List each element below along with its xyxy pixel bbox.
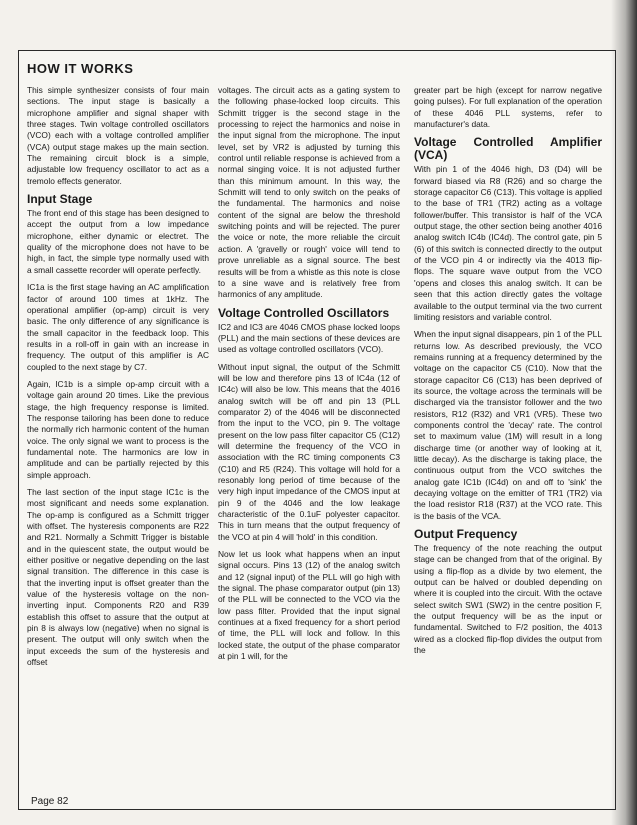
text-column-2 xyxy=(218,85,400,669)
article-page xyxy=(18,50,616,810)
paragraph: IC1a is the first stage having an AC amplification factor of around 100 times at 1kHz. The operational amplifier (op-amp) circuit is very basic. The only difference of any significance is the small capacitor in the feedback loop. This results in a roll-off in gain with an increase in frequency. The output of this amplifier is AC coupled to the next stage by C7. xyxy=(27,282,209,372)
paragraph: This simple synthesizer consists of four main sections. The input stage is basically a microphone amplifier and signal shaper with three stages. Twin voltage controlled oscillators (VCO) each with a voltage controlled amplifier (VCA) output stage makes up the main section. The remaining circuit block is a simple, adjustable low frequency oscillator to act as a tremolo effects generator. xyxy=(27,85,209,186)
page-number: Page 82 xyxy=(31,796,69,807)
paragraph: With pin 1 of the 4046 high, D3 (D4) will be forward biased via R8 (R26) and so charge the storage capacitor C6 (C13). This voltage is applied to the base of TR1 (TR2) acting as a voltage follower/buffer. This transistor is half of the VCA output stage, the other section being another 4016 analog switch IC4b (IC4d). The control gate, pin 5 (6) of this switch is connected directly to the output of the VCO pin 4 or indirectly via the 4013 flip-flops. The square wave output from the VCO 'opens and closes this analog switch. It can be seen that this action directly gates the voltage available to the output terminal via the two current limiting resistors and variable control. xyxy=(414,164,602,322)
subheading-vco: Voltage Controlled Oscillators xyxy=(218,305,390,320)
paragraph: The front end of this stage has been designed to accept the output from a low impedance microphone, either dynamic or electret. The quality of the microphone does not have to be high, in fact, the simple type normally used with a small cassette recorder will operate perfectly. xyxy=(27,208,209,275)
subheading-output-frequency: Output Frequency xyxy=(414,527,518,542)
subheading-input-stage: Input Stage xyxy=(27,192,93,207)
paragraph: The last section of the input stage IC1c is the most significant and needs some explanation. The op-amp is configured as a Schmitt trigger with offset. The hysteresis components are R22 and R21. Normally a Schmitt Trigger is bistable and in the quiescent state, the output would be either positive or negative depending on the last signal transition. The difference in this case is that the inverting input is offset greater than the value of the hysteresis voltage on the non-inverting input. Components R20 and R39 establish this offset to assure that the output at pin 8 is always low (negative) when no signal is present. The output will only switch when the input exceeds the sum of the hysteresis and offset xyxy=(27,487,209,668)
paragraph: greater part be high (except for narrow negative going pulses). For full explanation of the operation of these 4046 PLL systems, refer to manufacturer's data. xyxy=(414,85,602,130)
paragraph: voltages. The circuit acts as a gating system to the following phase-locked loop circuits. This Schmitt trigger is the second stage in the processing to reject the harmonics and noise in the input signal from the microphone. The input level, set by VR2 is adjusted by turning this control until reliable response is achieved from a normal singing voice. It is not adjusted further than this minimum amount. In this way, the Schmitt will tend to only switch on the peaks of the fundamental. The harmonics and noise content of the signal are below the threshold switching points and will be rejected. The purer the voice or note, the more reliable the circuit action. A 'gravelly or rough' voice will tend to prove unreliable as a signal source. The best results will be from a whistle as this note is close to a sine wave and is relatively free from harmonics of any amplitude. xyxy=(218,85,400,300)
paragraph: When the input signal disappears, pin 1 of the PLL returns low. As described previously, the VCO remains running at a frequency determined by the voltage on the capacitor C5 (C10). Now that the storage capacitor C6 (C13) has been deprived of its source, the voltage across the terminals will be discharged via the transistor follower and the two resistors, R12 (R32) and VR1 (VR5). These two components control the 'decay' rate. The control set to maximum value (1M) will result in a long discharge time (or another way of looking at it, little decay). As the discharge is taking place, the continuous output from the VCO switches the analog gate IC1b (IC4d) on and off to 'sink' the decaying voltage on the emitter of TR1 (TR2) via the load resistor R18 (R37) at the VCO rate. This is the basis of the VCA. xyxy=(414,329,602,521)
page-edge-shadow xyxy=(611,0,637,825)
text-column-3 xyxy=(414,85,602,662)
subheading-vca: Voltage Controlled Amplifier (VCA) xyxy=(414,135,602,163)
paragraph: Without input signal, the output of the Schmitt will be low and therefore pins 13 of IC4a (12 of IC4c) will also be low. This means that the 4016 analog switch will be off and pin 13 (PLL comparator 2) of the 4046 will be disconnected from the input to the VCO, pin 9. The voltage present on the low pass filter capacitor C5 (C12) will determine the frequency of the VCO in association with the RC timing components C3 (C10) and R5 (R24). This voltage will hold for a resonably long period of time because of the very high input impedance of the CMOS input at pin 9 of the 4046 and the low leakage characteristic of the 0.1uF polyester capacitor. This in turn means that the output frequency of the VCO at pin 4 will 'hold' in this condition. xyxy=(218,361,400,542)
paragraph: Now let us look what happens when an input signal occurs. Pins 13 (12) of the analog switch and 12 (signal input) of the PLL will go high with the signal. The phase comparator output (pin 13) of the PLL will be connected to the VCO via the low pass filter. Provided that the input signal continues at a fixed frequency for a short period of time, the PLL will lock and follow. In this locked state, the output of the phase comparator at pin 1 will, for the xyxy=(218,549,400,662)
paragraph: The frequency of the note reaching the output stage can be changed from that of the original. By using a flip-flop as a divide by two element, the output can be halved or doubled depending on where it is coupled into the circuit. With the octave select switch SW1 (SW2) in the centre position F, the output frequency will be as the input or fundamental. Switched to F/2 position, the 4013 wired as a clocked flip-flop divides the output from the xyxy=(414,543,602,656)
section-heading: HOW IT WORKS xyxy=(27,61,134,76)
paragraph: Again, IC1b is a simple op-amp circuit with a voltage gain around 20 times. Like the previous stage, the high frequency response is limited. The response tailoring has been done to reduce the normally rich harmonic content of the human voice. The only signal we want to process is the fundamental note. The harmonics are low in amplitude and can be partially rejected by this simple approach. xyxy=(27,378,209,480)
text-column-1 xyxy=(27,85,209,675)
paragraph: IC2 and IC3 are 4046 CMOS phase locked loops (PLL) and the main sections of these devices are used as voltage controlled oscillators (VCO). xyxy=(218,321,400,355)
